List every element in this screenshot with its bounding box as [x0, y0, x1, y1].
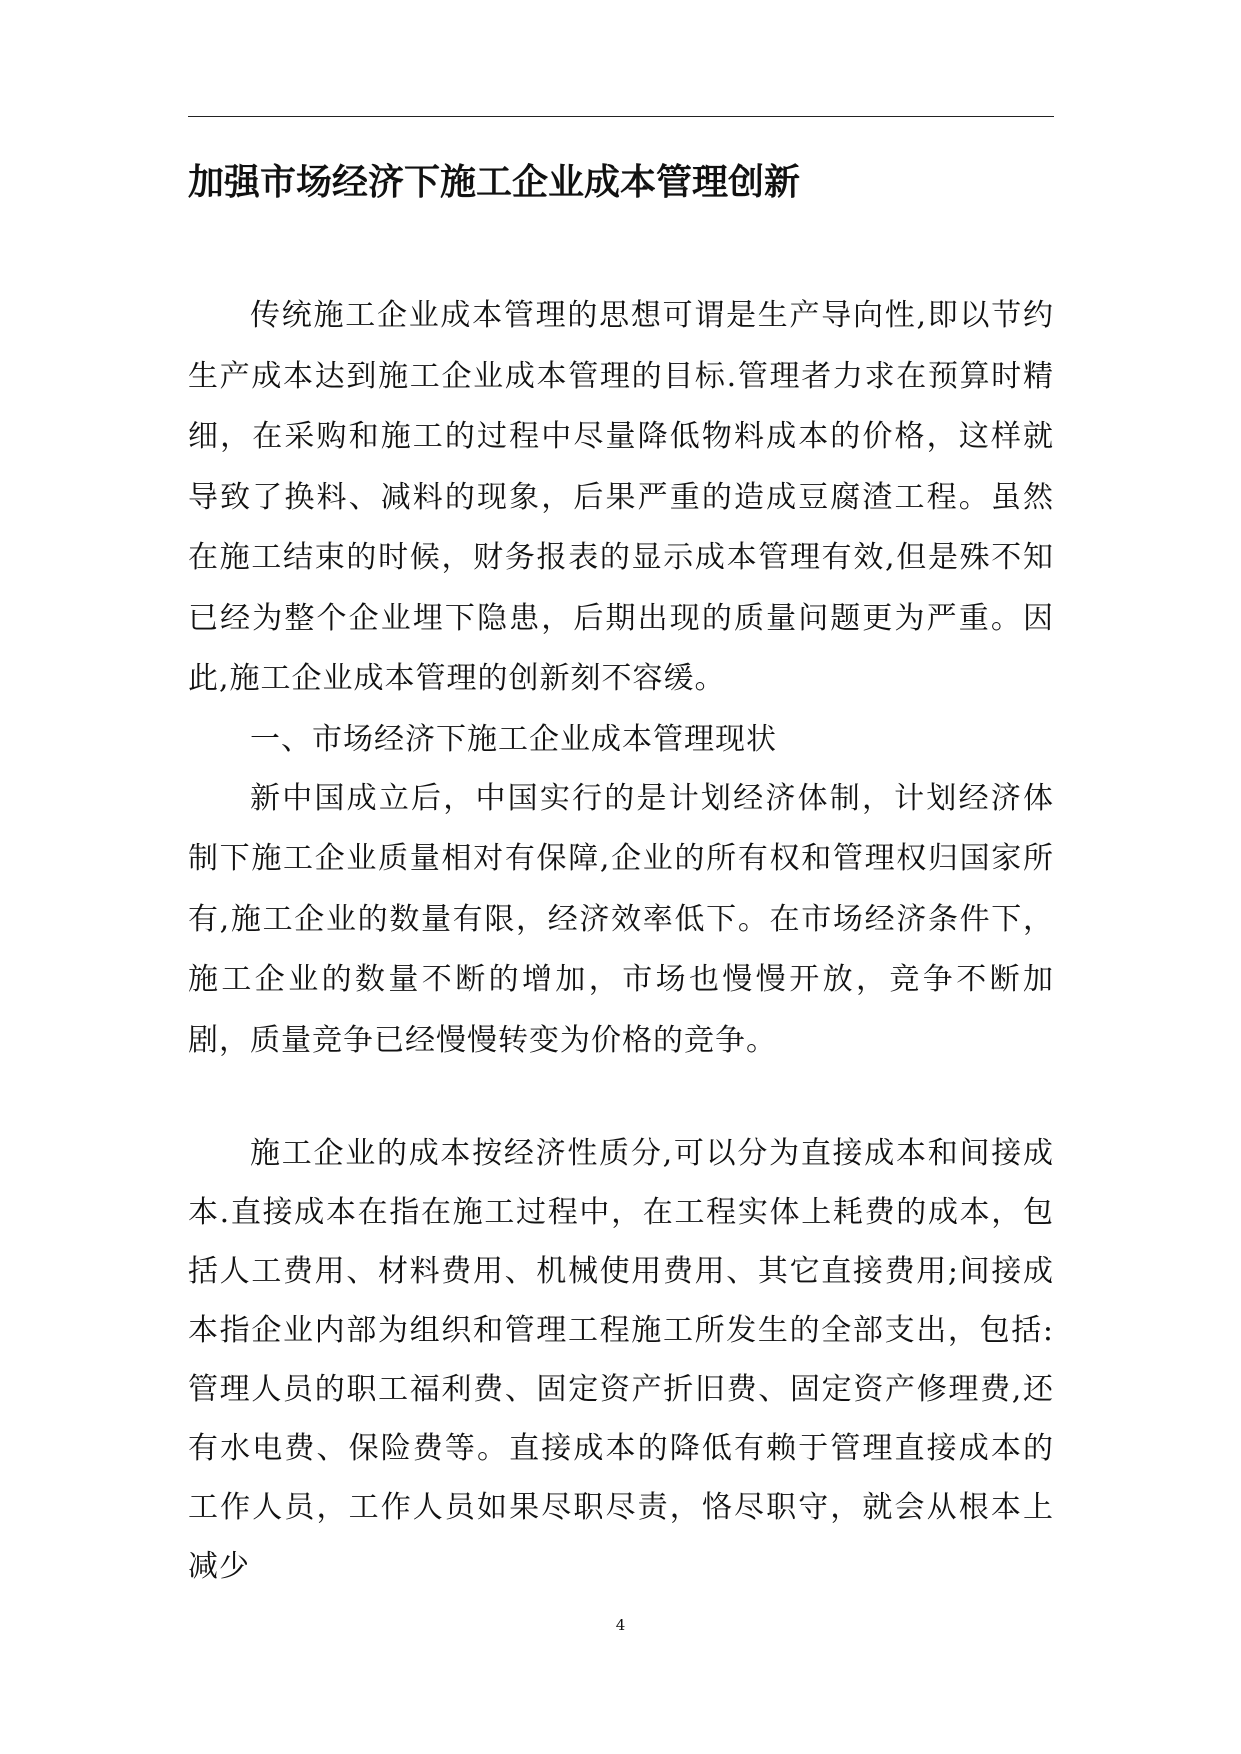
- page-number: 4: [615, 1616, 626, 1634]
- document-title: 加强市场经济下施工企业成本管理创新: [188, 161, 801, 203]
- paragraph-cost-types: 施工企业的成本按经济性质分,可以分为直接成本和间接成本.直接成本在指在施工过程中，在工程实体上耗费的成本，包括人工费用、材料费用、机械使用费用、其它直接费用;间接成本指企业内部为组织和管理工程施工所发生的全部支出，包括:管理人员的职工福利费、固定资产折旧费、固定资产修理费,还有水电费、保险费等。直接成本的降低有赖于管理直接成本的工作人员，工作人员如果尽职尽责，恪尽职守，就会从根本上减少: [188, 1136, 1054, 1584]
- body-text-block-1: [188, 286, 1054, 1071]
- body-text-block-2: [188, 1124, 1054, 1596]
- header-rule: [188, 116, 1054, 117]
- paragraph-status: 新中国成立后，中国实行的是计划经济体制，计划经济体制下施工企业质量相对有保障,企业的所有权和管理权归国家所有,施工企业的数量有限，经济效率低下。在市场经济条件下，施工企业的数量不断的增加，市场也慢慢开放，竞争不断加剧，质量竞争已经慢慢转变为价格的竞争。: [188, 780, 1054, 1058]
- paragraph-intro: 传统施工企业成本管理的思想可谓是生产导向性,即以节约生产成本达到施工企业成本管理的目标.管理者力求在预算时精细，在采购和施工的过程中尽量降低物料成本的价格，这样就导致了换料、减料的现象，后果严重的造成豆腐渣工程。虽然在施工结束的时候，财务报表的显示成本管理有效,但是殊不知已经为整个企业埋下隐患，后期出现的质量问题更为严重。因此,施工企业成本管理的创新刻不容缓。: [188, 298, 1054, 696]
- section-heading-1: 一、市场经济下施工企业成本管理现状: [250, 721, 777, 757]
